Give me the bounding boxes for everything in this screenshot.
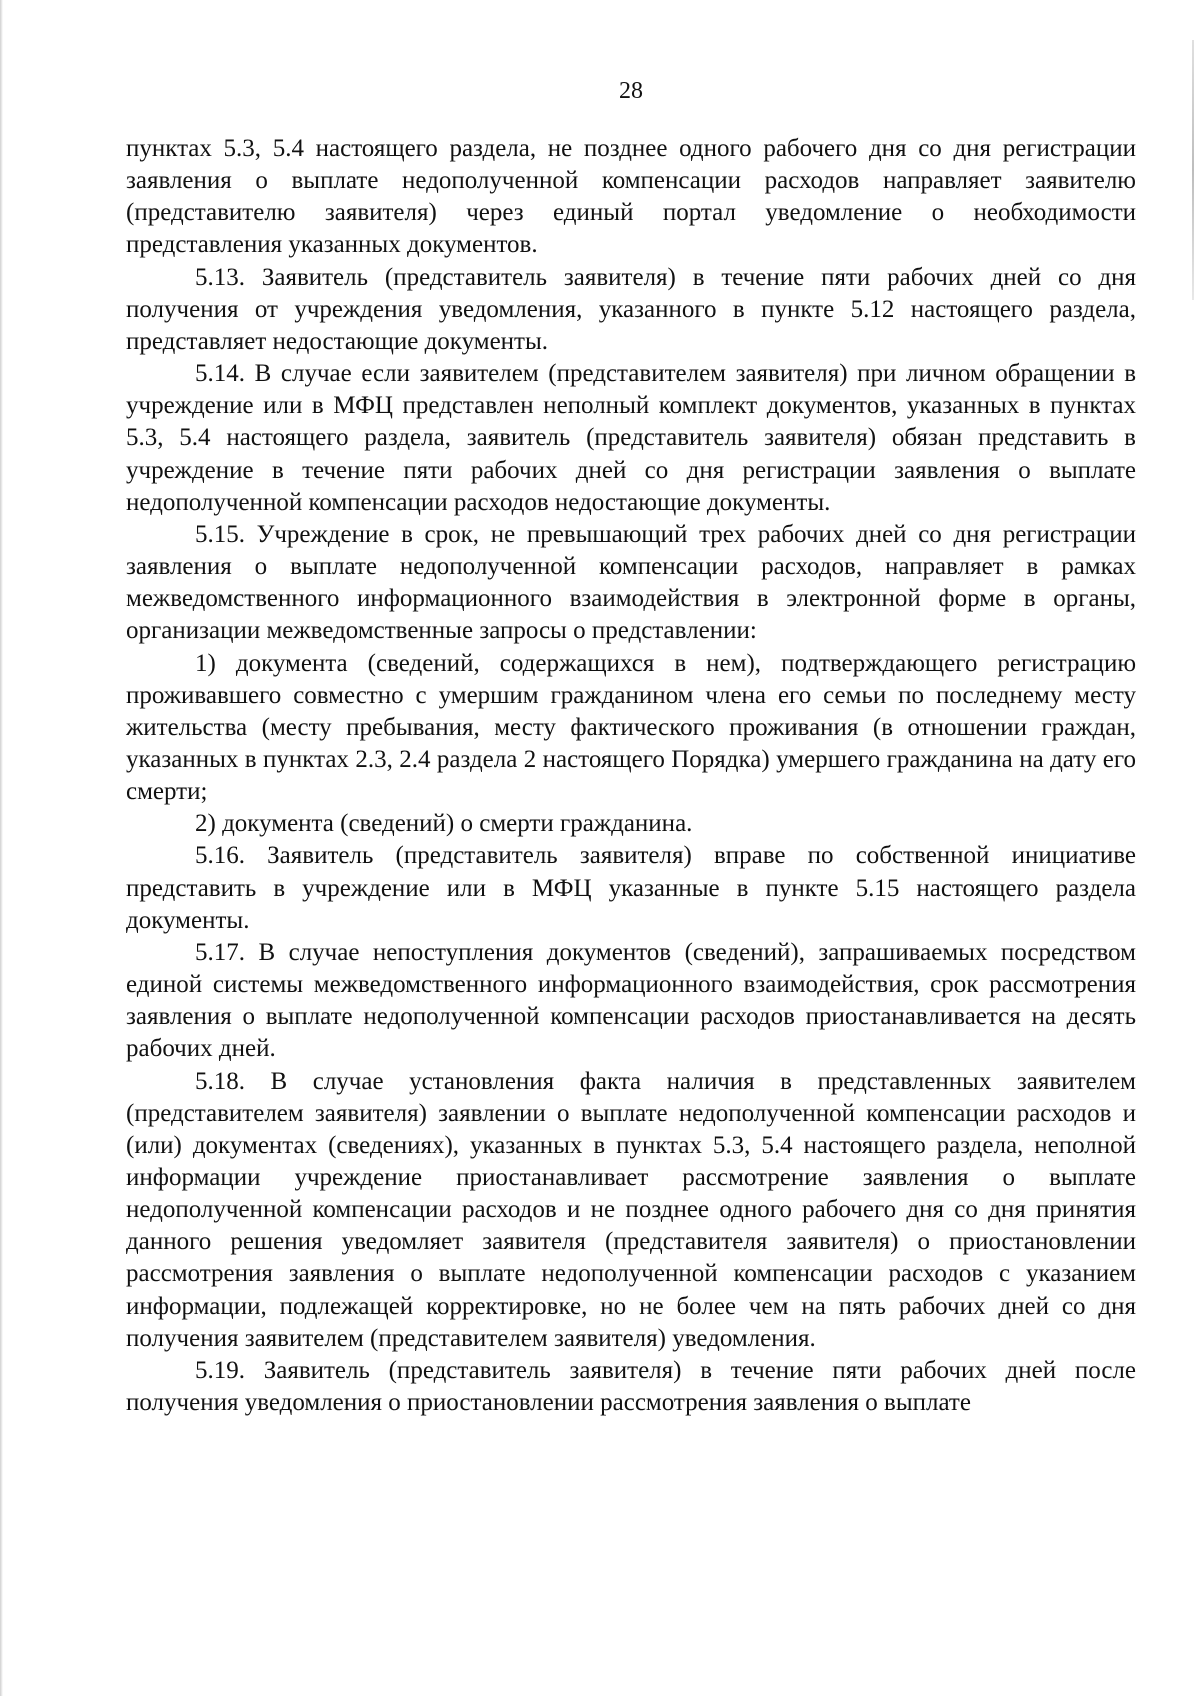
paragraph-5-19: 5.19. Заявитель (представитель заявителя) в течение пяти рабочих дней после получения уведомления о приостановлении рассмотрения заявления о выплате — [126, 1356, 1136, 1417]
list-item-1: 1) документа (сведений, содержащихся в нем), подтверждающего регистрацию проживавшего совместно с умершим гражданином члена его семьи по последнему месту жительства (месту пребывания, месту фактического проживания (в отношении граждан, указанных в пунктах 2.3, 2.4 раздела 2 настоящего Порядка) умершего гражданина на дату его смерти; — [126, 649, 1136, 806]
document-body — [126, 133, 1136, 1419]
paragraph-5-14: 5.14. В случае если заявителем (представителем заявителя) при личном обращении в учреждение или в МФЦ представлен неполный комплект документов, указанных в пунктах 5.3, 5.4 настоящего раздела, заявитель (представитель заявителя) обязан представить в учреждение в течение пяти рабочих дней со дня регистрации заявления о выплате недополученной компенсации расходов недостающие документы. — [126, 360, 1136, 516]
paragraph-5-18: 5.18. В случае установления факта наличия в представленных заявителем (представителем заявителя) заявлении о выплате недополученной компенсации расходов и (или) документах (сведениях), указанных в пунктах 5.3, 5.4 настоящего раздела, неполной информации учреждение приостанавливает рассмотрение заявления о выплате недополученной компенсации расходов и не позднее одного рабочего дня со дня принятия данного решения уведомляет заявителя (представителя заявителя) о приостановлении рассмотрения заявления о выплате недополученной компенсации расходов с указанием информации, подлежащей корректировке, но не более чем на пять рабочих дней со дня получения заявителем (представителем заявителя) уведомления. — [126, 1067, 1136, 1352]
paragraph-5-15: 5.15. Учреждение в срок, не превышающий трех рабочих дней со дня регистрации заявления о выплате недополученной компенсации расходов, направляет в рамках межведомственного информационного взаимодействия в электронной форме в органы, организации межведомственные запросы о представлении: — [126, 520, 1136, 645]
paragraph-5-17: 5.17. В случае непоступления документов (сведений), запрашиваемых посредством единой системы межведомственного информационного взаимодействия, срок рассмотрения заявления о выплате недополученной компенсации расходов приостанавливается на десять рабочих дней. — [126, 938, 1136, 1063]
paragraph-continuation: пунктах 5.3, 5.4 настоящего раздела, не позднее одного рабочего дня со дня регистрации заявления о выплате недополученной компенсации расходов направляет заявителю (представителю заявителя) через единый портал уведомление о необходимости представления указанных документов. — [126, 135, 1136, 259]
list-item-2: 2) документа (сведений) о смерти гражданина. — [195, 810, 693, 838]
paragraph-5-16: 5.16. Заявитель (представитель заявителя) вправе по собственной инициативе представить в учреждение или в МФЦ указанные в пункте 5.15 настоящего раздела документы. — [126, 842, 1136, 934]
paragraph-5-13: 5.13. Заявитель (представитель заявителя) в течение пяти рабочих дней со дня получения от учреждения уведомления, указанного в пункте 5.12 настоящего раздела, представляет недостающие документы. — [126, 263, 1136, 355]
page-number: 28 — [619, 78, 643, 104]
scan-edge — [0, 0, 3, 1696]
